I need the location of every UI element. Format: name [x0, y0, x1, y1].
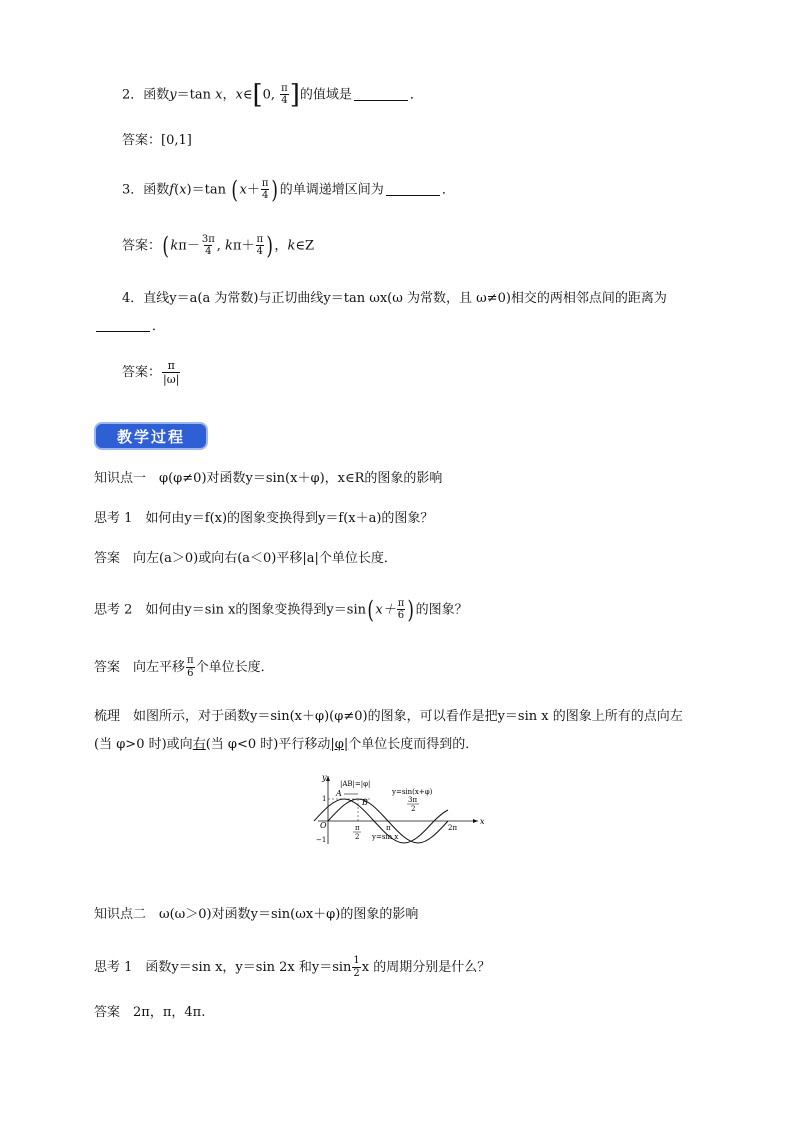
answer-think-3: 答案 2π，π，4π.	[94, 1005, 206, 1020]
svg-text:1: 1	[322, 795, 327, 803]
answer-3: 答案：(kπ－ $\frac{3\pi}{4}$ , kπ＋ $\frac{\pi}{4}$ )，k∈Z	[122, 232, 314, 260]
svg-text:2: 2	[411, 805, 416, 813]
answer-blank	[354, 100, 408, 101]
answer-think-2: 答案 向左平移 $\frac{\pi}{6}$ 个单位长度．	[94, 655, 274, 679]
svg-text:y=sin x: y=sin x	[372, 833, 399, 841]
svg-text:−1: −1	[316, 836, 327, 844]
question-3: 3．函数f(x)＝tan (x＋ $\frac{\pi}{4}$ )的单调递增区间为 ．	[122, 176, 455, 204]
question-2: 2．函数y＝tan x，x∈[0, $\frac{\pi}{4}$ ]的值域是 ．	[122, 80, 423, 110]
svg-text:π: π	[386, 824, 391, 832]
think-2: 思考 2 如何由y＝sin x的图象变换得到y＝sin(x＋ $\frac{\pi}{6}$ )的图象？	[94, 596, 468, 624]
svg-text:O: O	[320, 821, 327, 830]
think-3: 思考 1 函数y＝sin x，y＝sin 2x 和y＝sin $\frac{1}{2}$ x 的周期分别是什么？	[94, 955, 491, 979]
svg-text:π: π	[355, 824, 360, 832]
section-badge: 教学过程	[96, 424, 206, 448]
question-4-line1: 4．直线y＝a(a 为常数)与正切曲线y＝tan ωx(ω 为常数，且 ω≠0)相交的两相邻点间的距离为	[122, 291, 667, 306]
review-line-2: (当 φ>0 时)或向右(当 φ<0 时)平行移动|φ|个单位长度而得到的．	[94, 737, 479, 752]
svg-text:x: x	[480, 817, 485, 826]
knowledge-point-2: 知识点二 ω(ω＞0)对函数y＝sin(ωx＋φ)的图象的影响	[94, 907, 419, 922]
svg-text:2π: 2π	[448, 824, 458, 832]
question-4-line2: ．	[94, 320, 165, 333]
answer-blank	[96, 331, 150, 332]
answer-2: 答案：[0,1]	[122, 133, 192, 148]
svg-text:y: y	[322, 773, 327, 782]
svg-text:|AB|=|φ|: |AB|=|φ|	[340, 780, 371, 788]
svg-text:B: B	[362, 798, 368, 807]
sine-shift-graph	[310, 772, 490, 848]
svg-text:A: A	[336, 789, 342, 798]
answer-blank	[386, 195, 440, 196]
svg-text:y=sin(x+φ): y=sin(x+φ)	[392, 788, 433, 796]
svg-text:2: 2	[355, 833, 360, 841]
think-1: 思考 1 如何由y＝f(x)的图象变换得到y＝f(x＋a)的图象？	[94, 511, 434, 526]
svg-text:3π: 3π	[408, 796, 418, 804]
answer-think-1: 答案 向左(a＞0)或向右(a＜0)平移|a|个单位长度．	[94, 551, 397, 566]
answer-4: 答案： $\frac{\pi}{|\omega|}$	[122, 359, 180, 386]
review-line-1: 梳理 如图所示，对于函数y＝sin(x＋φ)(φ≠0)的图象，可以看作是把y＝sin x 的图象上所有的点向左	[94, 709, 683, 724]
knowledge-point-1: 知识点一 φ(φ≠0)对函数y＝sin(x＋φ)，x∈R的图象的影响	[94, 471, 443, 486]
